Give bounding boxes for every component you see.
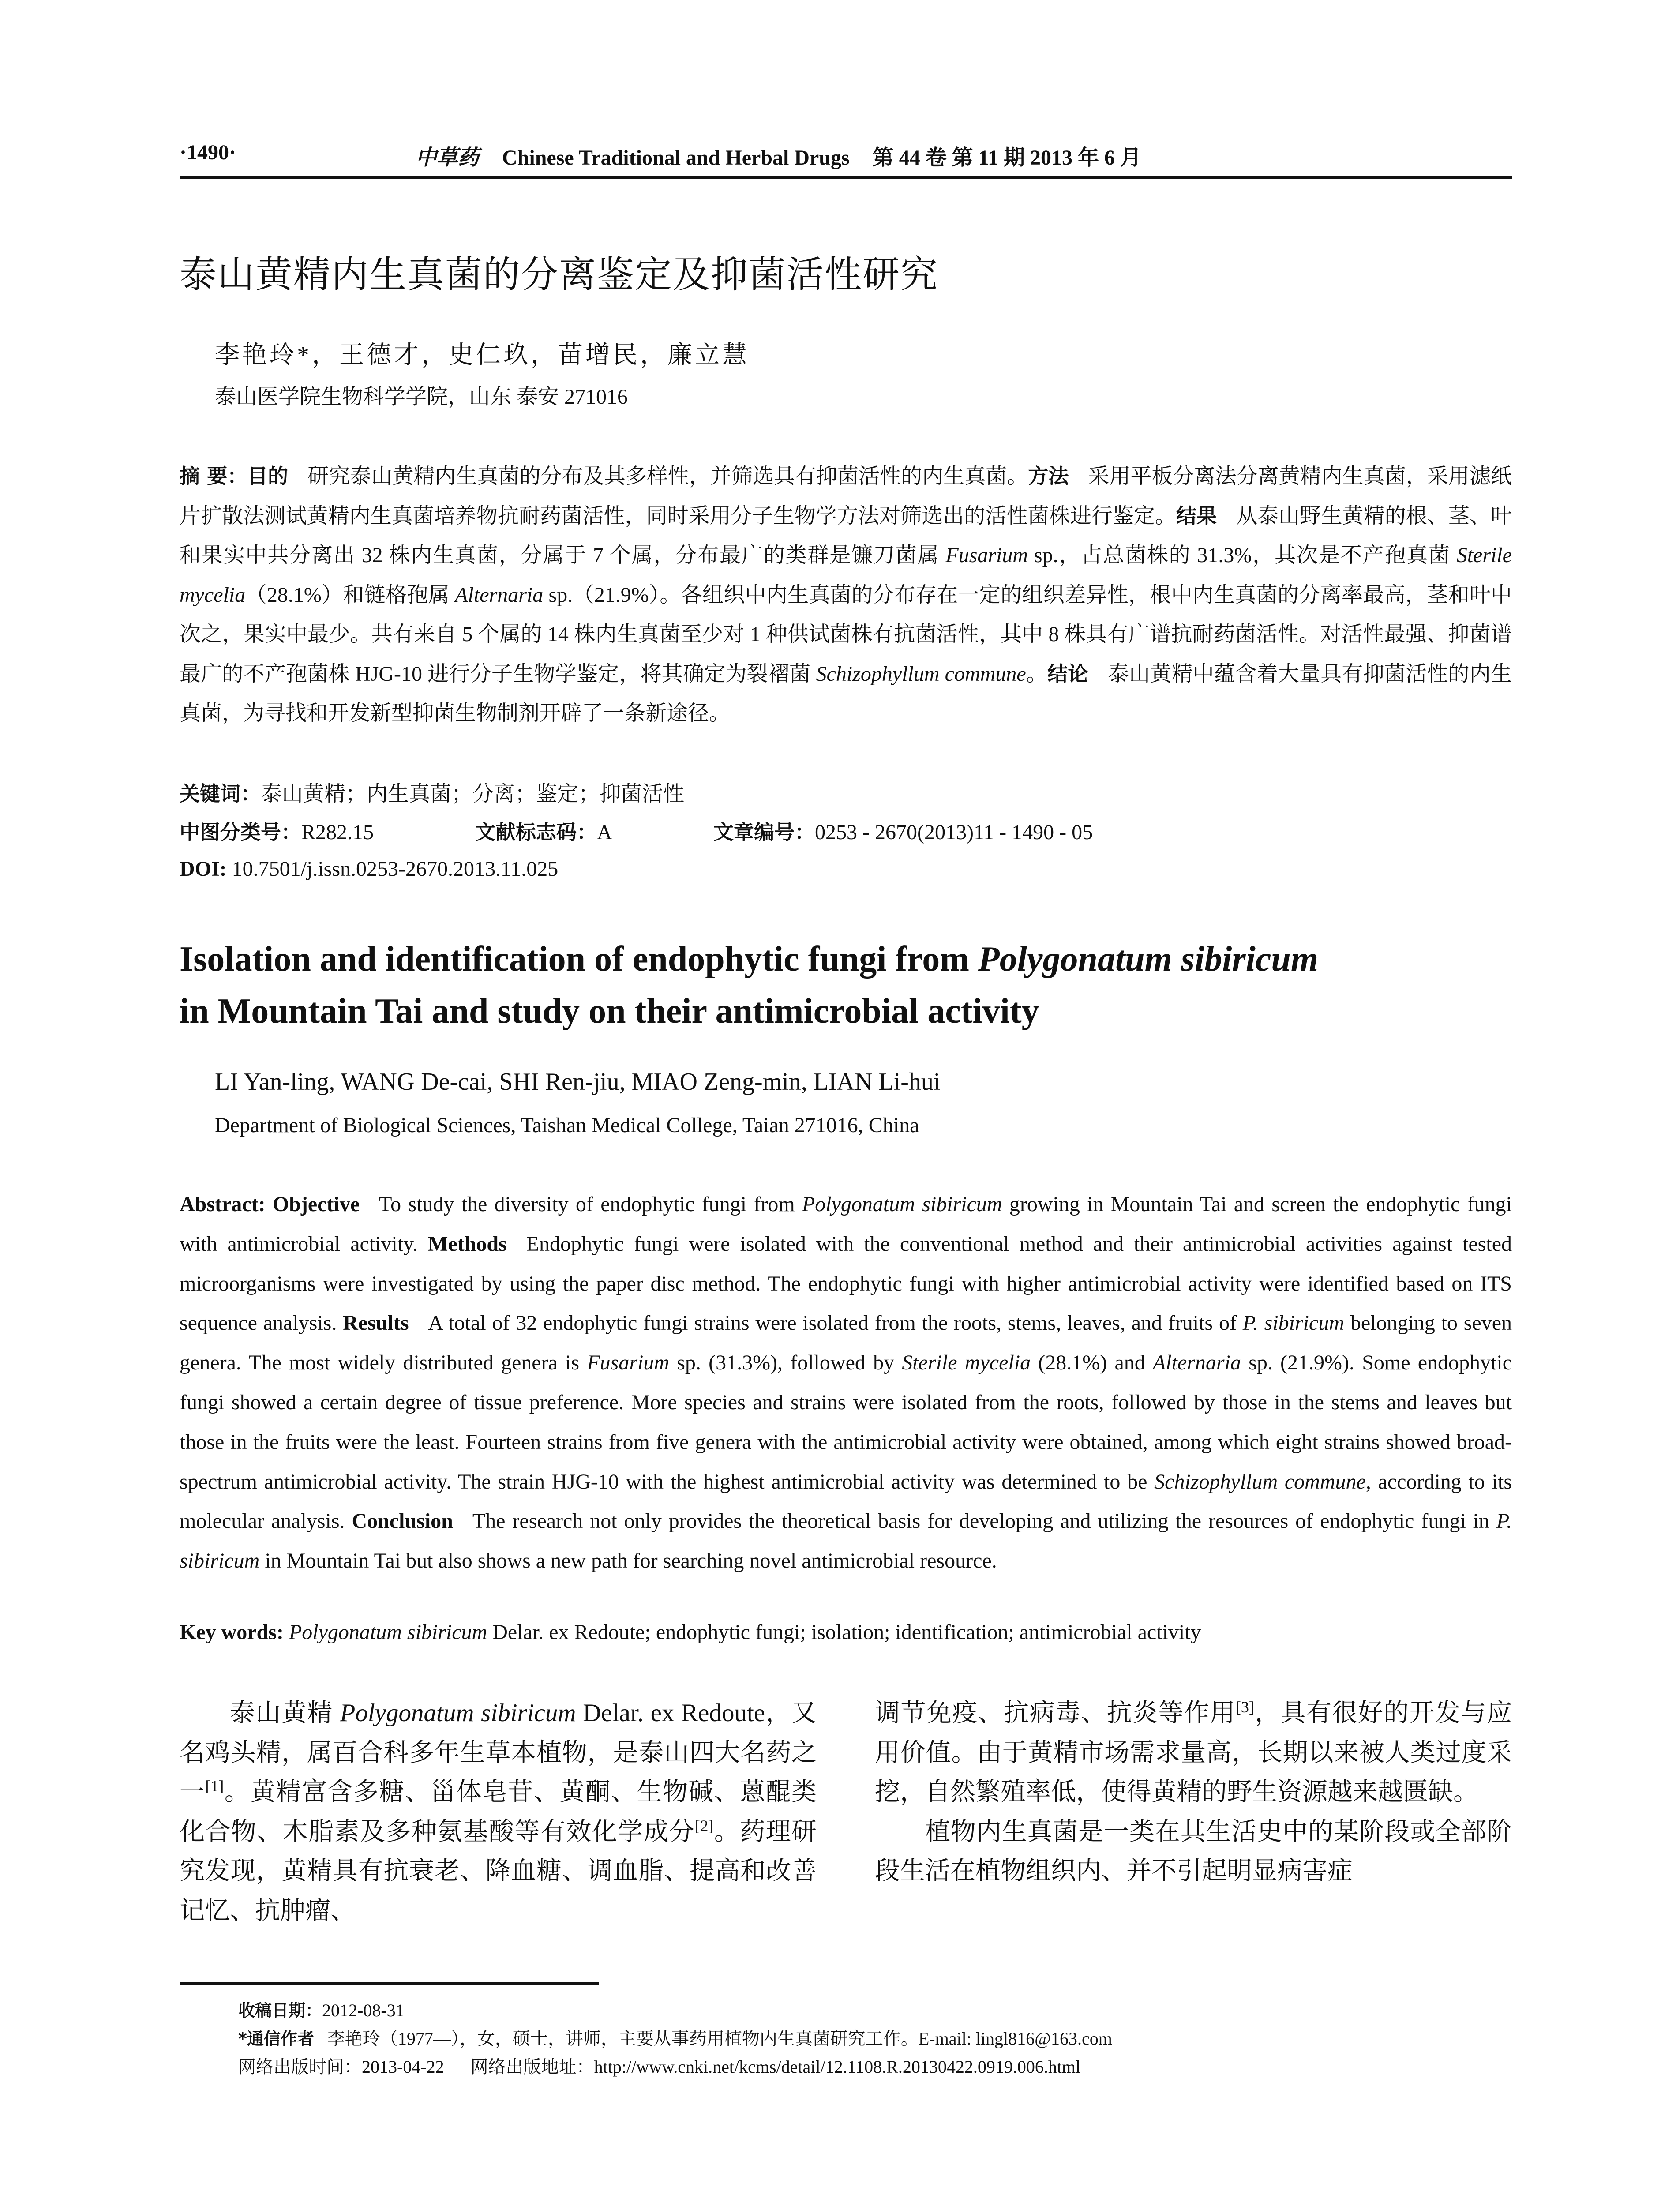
species-alternaria: Alternaria (1152, 1351, 1241, 1375)
body-paragraph: 植物内生真菌是一类在其生活史中的某阶段或全部阶段生活在植物组织内、并不引起明显病害症 (875, 1817, 1512, 1885)
species-name: P. sibiricum (1242, 1311, 1345, 1335)
conclusion-en-text: in Mountain Tai but also shows a new path for searching novel antimicrobial resource. (259, 1549, 997, 1573)
corresponding-label: *通信作者 (238, 2029, 314, 2048)
keywords-cn-text: 泰山黄精；内生真菌；分离；鉴定；抑菌活性 (261, 782, 685, 806)
article-no-label: 文章编号： (713, 820, 815, 844)
keywords-en-label: Key words: (180, 1621, 284, 1644)
results-en-label: Results (343, 1311, 409, 1335)
results-cn-text: （28.1%）和链格孢属 (245, 583, 455, 607)
affiliation-cn: 泰山医学院生物科学学院，山东 泰安 271016 (215, 385, 628, 409)
objective-cn-label: 目的 (248, 464, 289, 488)
doc-code-label: 文献标志码： (475, 820, 597, 844)
species-name: Polygonatum sibiricum (340, 1699, 576, 1727)
body-column-left (180, 1693, 817, 1930)
results-en-text: (28.1%) and (1031, 1351, 1153, 1375)
doi-label: DOI: (180, 857, 227, 881)
results-en-text: sp. (31.3%), followed by (669, 1351, 902, 1375)
footnote-rule (180, 1982, 599, 1985)
page-number: ·1490· (180, 141, 236, 164)
methods-cn-label: 方法 (1028, 464, 1069, 488)
citation: [2] (695, 1816, 714, 1835)
body-text: 泰山黄精 (230, 1699, 340, 1727)
keywords-cn-label: 关键词： (180, 782, 261, 806)
classification-line (180, 816, 1093, 845)
results-cn-text: 。 (1026, 662, 1048, 686)
footnotes (238, 1996, 1112, 2081)
results-cn-text: sp.，占总菌株的 31.3%，其次是不产孢真菌 (1028, 544, 1457, 567)
corresponding-author: 李艳玲（1977—），女，硕士，讲师，主要从事药用植物内生真菌研究工作。E-mail: lingl816@163.com (327, 2029, 1112, 2048)
species-schizophyllum: Schizophyllum commune (816, 662, 1026, 686)
online-date: 2013-04-22 (362, 2057, 444, 2077)
citation: [1] (205, 1777, 224, 1795)
conclusion-cn-label: 结论 (1047, 661, 1088, 686)
authors-cn: 李艳玲*，王德才，史仁玖，苗增民，廉立慧 (215, 341, 750, 369)
species-alternaria: Alternaria (455, 583, 544, 607)
species-schizophyllum: Schizophyllum commune (1154, 1470, 1366, 1493)
title-en-line2: in Mountain Tai and study on their antimicrobial activity (180, 992, 1039, 1031)
authors-en: LI Yan-ling, WANG De-cai, SHI Ren-jiu, MIAO Zeng-min, LIAN Li-hui (215, 1068, 941, 1095)
article-no-value: 0253 - 2670(2013)11 - 1490 - 05 (815, 821, 1093, 844)
results-cn-text: sp.（21.9%）。各组织中内生真菌的分布存在一定的组织差异性，根中内生真菌的分离率最高，茎和叶中次之，果实中最少。共有来自 5 个属的 14 株内生真菌至少对 1 种供试菌株有抗菌活性，其中 8 株具有广谱抗耐药菌活性。对活性最强、抑菌谱最广的不产孢菌株 HJG-10 进行分子生物学鉴定，将其确定为裂褶菌 (180, 583, 1512, 686)
conclusion-cn-text: 泰山黄精中蕴含着大量具有抑菌活性的内生真菌，为寻找和开发新型抑菌生物制剂开辟了一条新途径。 (180, 662, 1512, 725)
clc-label: 中图分类号： (180, 820, 301, 844)
species-name: P. sibiricum (180, 1509, 1512, 1573)
keywords-en-species: Polygonatum sibiricum (289, 1621, 488, 1644)
conclusion-en-text: The research not only provides the theoretical basis for developing and utilizing the resources of endophytic fungi in (472, 1509, 1496, 1533)
results-en-text: sp. (21.9%). Some endophytic fungi showed a certain degree of tissue preference. More species and strains were isolated from the roots, followed by those in the stems and leaves but those in the fruits were the least. Fourteen strains from five genera with the antimicrobial activity were obtained, among which eight strains showed broad-spectrum antimicrobial activity. The strain HJG-10 with the highest antimicrobial activity was determined to be (180, 1351, 1512, 1493)
journal-issue: 第 44 卷 第 11 期 2013 年 6 月 (872, 146, 1142, 169)
abstract-cn (180, 457, 1512, 733)
objective-cn-text: 研究泰山黄精内生真菌的分布及其多样性，并筛选具有抑菌活性的内生真菌。 (308, 465, 1028, 488)
citation: [3] (1235, 1698, 1254, 1716)
body-column-right (875, 1693, 1512, 1891)
species-sterile: Sterile mycelia (180, 544, 1512, 607)
species-fusarium: Fusarium (945, 544, 1028, 567)
species-fusarium: Fusarium (587, 1351, 670, 1375)
methods-en-label: Methods (428, 1232, 507, 1256)
keywords-cn (180, 777, 684, 807)
keywords-en (180, 1620, 1201, 1644)
journal-line (416, 140, 1141, 171)
conclusion-en-label: Conclusion (352, 1509, 453, 1533)
online-url: http://www.cnki.net/kcms/detail/12.1108.R.20130422.0919.006.html (594, 2057, 1081, 2077)
results-en-text: , according to its molecular analysis. (180, 1470, 1512, 1533)
title-en-species: Polygonatum sibiricum (978, 940, 1319, 979)
title-en-line1: Isolation and identification of endophytic fungi from (180, 940, 978, 979)
abstract-en-label: Abstract: Objective (180, 1193, 360, 1216)
received-date: 2012-08-31 (322, 2000, 405, 2020)
body-text: 调节免疫、抗病毒、抗炎等作用 (875, 1699, 1236, 1727)
methods-cn-text: 采用平板分离法分离黄精内生真菌，采用滤纸片扩散法测试黄精内生真菌培养物抗耐药菌活性，同时采用分子生物学方法对筛选出的活性菌株进行鉴定。 (180, 465, 1512, 528)
body-paragraph (875, 1693, 1512, 1812)
doc-code-value: A (597, 821, 612, 844)
body-text: Delar. ex Redoute，又名鸡头精，属百合科多年生草本植物，是泰山四大名药之一 (180, 1699, 817, 1806)
body-text: 。黄精富含多糖、甾体皂苷、黄酮、生物碱、蒽醌类化合物、木脂素及多种氨基酸等有效化学成分 (180, 1778, 817, 1846)
title-en (180, 933, 1318, 1037)
clc-value: R282.15 (301, 821, 374, 844)
journal-name-en: Chinese Traditional and Herbal Drugs (502, 146, 850, 169)
title-cn: 泰山黄精内生真菌的分离鉴定及抑菌活性研究 (180, 253, 939, 296)
journal-name-cn: 中草药 (416, 145, 480, 170)
results-en-text: A total of 32 endophytic fungi strains were isolated from the roots, stems, leaves, and fruits of (428, 1311, 1243, 1335)
online-url-label: 网络出版地址： (470, 2057, 594, 2077)
objective-en-text: growing in Mountain Tai and screen the endophytic fungi with antimicrobial activity. (180, 1193, 1512, 1256)
objective-en-text: To study the diversity of endophytic fungi from (379, 1193, 802, 1216)
abstract-cn-label: 摘 要： (180, 464, 248, 488)
abstract-en (180, 1185, 1512, 1581)
running-header (180, 140, 1512, 179)
results-en-text: belonging to seven genera. The most widely distributed genera is (180, 1311, 1512, 1375)
doi-value: 10.7501/j.issn.0253-2670.2013.11.025 (232, 857, 559, 881)
body-paragraph (180, 1693, 817, 1930)
affiliation-en: Department of Biological Sciences, Taishan Medical College, Taian 271016, China (215, 1114, 919, 1137)
results-cn-text: 从泰山野生黄精的根、茎、叶和果实中共分离出 32 株内生真菌，分属于 7 个属，分布最广的类群是镰刀菌属 (180, 504, 1512, 567)
results-cn-label: 结果 (1176, 503, 1217, 528)
online-date-label: 网络出版时间： (238, 2057, 362, 2077)
body-text: ，具有很好的开发与应用价值。由于黄精市场需求量高，长期以来被人类过度采挖，自然繁殖率低，使得黄精的野生资源越来越匮缺。 (875, 1699, 1512, 1806)
doi-line (180, 857, 558, 881)
received-label: 收稿日期： (238, 2001, 322, 2020)
species-name: Polygonatum sibiricum (802, 1193, 1002, 1216)
methods-en-text: Endophytic fungi were isolated with the conventional method and their antimicrobial activities against tested microorganisms were investigated by using the paper disc method. The endophytic fungi with higher antimicrobial activity were identified based on ITS sequence analysis. (180, 1232, 1512, 1335)
keywords-en-text: Delar. ex Redoute; endophytic fungi; isolation; identification; antimicrobial activity (487, 1621, 1201, 1644)
species-sterile: Sterile mycelia (902, 1351, 1031, 1375)
body-text: 。药理研究发现，黄精具有抗衰老、降血糖、调血脂、提高和改善记忆、抗肿瘤、 (180, 1817, 817, 1925)
